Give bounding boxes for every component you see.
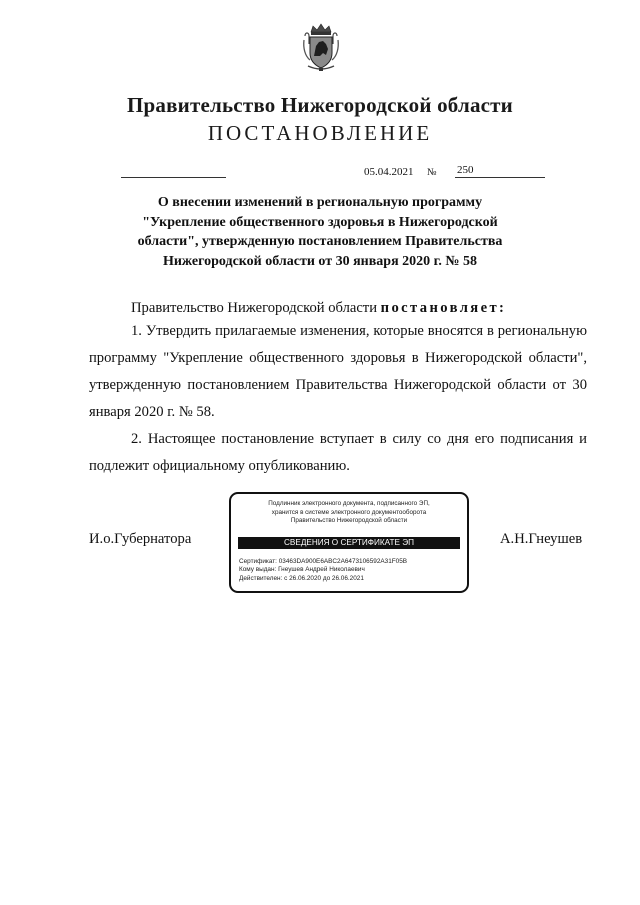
heading-line: Нижегородской области от 30 января 2020 г. № 58 — [162, 253, 478, 269]
item-2-paragraph — [89, 426, 587, 480]
electronic-signature-stamp — [229, 492, 469, 593]
issued-to-row — [239, 566, 407, 574]
heading-line: О внесении изменений в региональную программу — [157, 195, 483, 210]
certificate-value: 03463DA900E6ABC2A6473106592A31F05B — [278, 558, 408, 565]
item-2-text: 2. Настоящее постановление вступает в силу со дня его подписания и подлежит официальному опубликованию. — [89, 431, 587, 474]
item-1-text: 1. Утвердить прилагаемые изменения, которые вносятся в региональную программу "Укрепление общественного здоровья в Нижегородской области", утвержденную постановлением Правительства Нижегородской области от 30 января 2020 г. № 58. — [89, 323, 587, 420]
document-date: 05.04.2021 — [364, 166, 414, 178]
stamp-notice-line: Правительство Нижегородской области — [290, 517, 408, 525]
coat-of-arms-emblem — [302, 22, 340, 72]
valid-label: Действителен: — [239, 574, 283, 582]
heading-line: "Укрепление общественного здоровья в Нижегородской — [142, 214, 498, 230]
certificate-label: Сертификат: — [239, 558, 277, 565]
issued-to-value: Гнеушев Андрей Николаевич — [278, 566, 365, 574]
stamp-certificate-details — [239, 558, 407, 583]
document-heading — [0, 193, 640, 271]
preamble-decree-word: постановляет: — [380, 300, 507, 316]
number-sign: № — [427, 167, 437, 178]
stamp-notice-line: Подлинник электронного документа, подписанного ЭП, — [268, 500, 430, 507]
blank-date-line — [121, 177, 226, 178]
stamp-notice-line: хранится в системе электронного документооборота — [271, 508, 427, 516]
preamble-lead: Правительство Нижегородской области — [131, 300, 381, 316]
heading-line: области", утвержденную постановлением Правительства — [137, 234, 503, 249]
signatory-name: А.Н.Гнеушев — [500, 531, 583, 547]
item-1-paragraph — [89, 318, 587, 426]
government-name: Правительство Нижегородской области — [127, 93, 513, 117]
valid-row — [239, 575, 407, 583]
signatory-position: И.о.Губернатора — [89, 531, 192, 547]
stamp-certificate-banner: СВЕДЕНИЯ О СЕРТИФИКАТЕ ЭП — [238, 537, 460, 549]
issued-to-label: Кому выдан: — [239, 566, 277, 574]
stamp-notice — [231, 500, 467, 526]
document-number: 250 — [455, 164, 545, 178]
valid-value: с 26.06.2020 до 26.06.2021 — [284, 574, 364, 582]
document-type: ПОСТАНОВЛЕНИЕ — [207, 121, 433, 145]
